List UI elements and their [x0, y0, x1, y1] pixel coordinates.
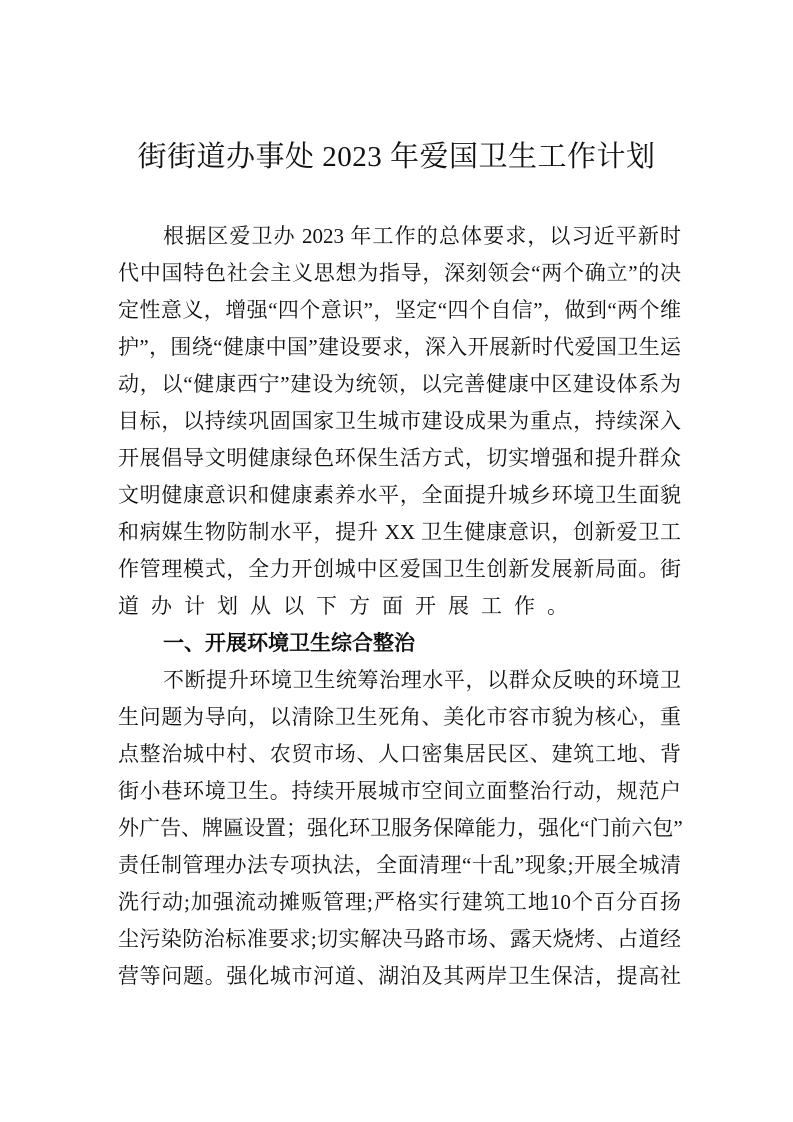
text-line: 开展倡导文明健康绿色环保生活方式，切实增强和提升群众 [118, 446, 681, 470]
text-line: 外广告、牌匾设置；强化环卫服务保障能力，强化“门前六包” [118, 816, 683, 840]
paragraph-section1 [118, 662, 681, 995]
text-line: 生问题为导向，以清除卫生死角、美化市容市貌为核心，重 [118, 705, 681, 729]
text-line: 点整治城中村、农贸市场、人口密集居民区、建筑工地、背 [118, 742, 681, 766]
text-line: 根据区爱卫办 2023 年工作的总体要求，以习近平新时 [163, 224, 681, 248]
document-body [118, 218, 681, 995]
text-line: 护”，围绕“健康中国”建设要求，深入开展新时代爱国卫生运 [118, 335, 681, 359]
text-line: 和病媒生物防制水平，提升 XX 卫生健康意识，创新爱卫工 [118, 520, 681, 544]
text-line: 作管理模式，全力开创城中区爱国卫生创新发展新局面。街 [118, 557, 681, 581]
text-line: 街小巷环境卫生。持续开展城市空间立面整治行动，规范户 [118, 779, 681, 803]
text-line: 责任制管理办法专项执法，全面清理“十乱”现象;开展全城清 [118, 853, 681, 877]
text-line: 文明健康意识和健康素养水平，全面提升城乡环境卫生面貌 [118, 483, 681, 507]
text-line: 动，以“健康西宁”建设为统领，以完善健康中区建设体系为 [118, 372, 681, 396]
paragraph-intro [118, 218, 681, 625]
text-line: 洗行动;加强流动摊贩管理;严格实行建筑工地10个百分百扬 [118, 890, 681, 914]
text-line: 营等问题。强化城市河道、湖泊及其两岸卫生保洁，提高社 [118, 964, 681, 988]
section-heading: 一、开展环境卫生综合整治 [163, 631, 415, 655]
document-title: 街街道办事处 2023 年爱国卫生工作计划 [137, 141, 656, 173]
text-line: 道办计划从以下方面开展工作。 [118, 594, 580, 618]
text-line: 不断提升环境卫生统筹治理水平，以群众反映的环境卫 [163, 668, 681, 692]
text-line: 定性意义，增强“四个意识”，坚定“四个自信”，做到“两个维 [118, 298, 681, 322]
text-line: 代中国特色社会主义思想为指导，深刻领会“两个确立”的决 [118, 261, 681, 285]
text-line: 目标，以持续巩固国家卫生城市建设成果为重点，持续深入 [118, 409, 681, 433]
text-line: 尘污染防治标准要求;切实解决马路市场、露天烧烤、占道经 [118, 927, 681, 951]
